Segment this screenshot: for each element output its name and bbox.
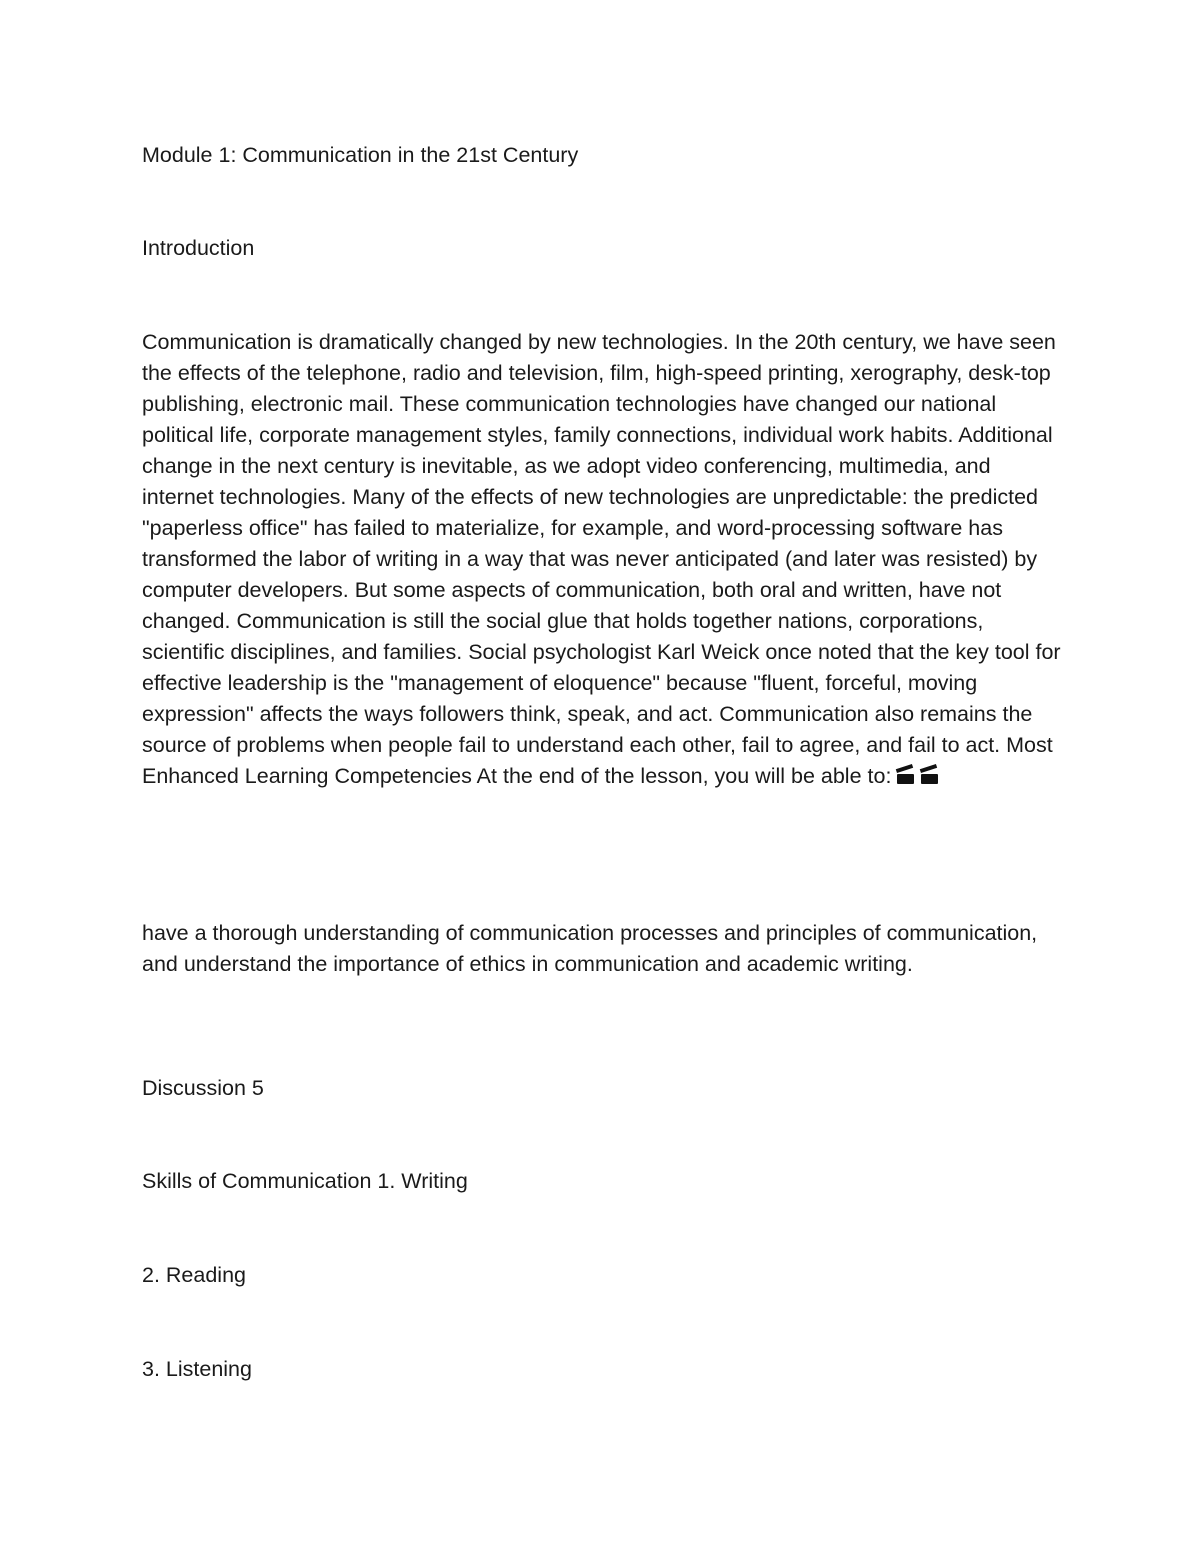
- skill-item-writing: Skills of Communication 1. Writing: [142, 1169, 468, 1193]
- module-title: Module 1: Communication in the 21st Century: [142, 143, 579, 167]
- introduction-paragraph: [142, 327, 1067, 792]
- clapperboard-icon: [897, 768, 915, 784]
- discussion-heading: Discussion 5: [142, 1076, 264, 1100]
- skill-item-listening: 3. Listening: [142, 1357, 252, 1381]
- introduction-text: Communication is dramatically changed by new technologies. In the 20th century, we have seen the effects of the telephone, radio and television, film, high-speed printing, xerography, desk-top publishing, electronic mail. These communication technologies have changed our national political life, corporate management styles, family connections, individual work habits. Additional change in the next century is inevitable, as we adopt video conferencing, multimedia, and internet technologies. Many of the effects of new technologies are unpredictable: the predicted "paperless office" has failed to materialize, for example, and word-processing software has transformed the labor of writing in a way that was never anticipated (and later was resisted) by computer developers. But some aspects of communication, both oral and written, have not changed. Communication is still the social glue that holds together nations, corporations, scientific disciplines, and families. Social psychologist Karl Weick once noted that the key tool for effective leadership is the "management of eloquence" because "fluent, forceful, moving expression" affects the ways followers think, speak, and act. Communication also remains the source of problems when people fail to understand each other, fail to agree, and fail to act. Most Enhanced Learning Competencies At the end of the lesson, you will be able to:: [142, 330, 1061, 788]
- clapperboard-icon: [921, 768, 939, 784]
- skill-item-reading: 2. Reading: [142, 1263, 246, 1287]
- introduction-heading: Introduction: [142, 236, 255, 260]
- learning-objective: have a thorough understanding of communication processes and principles of communication, and understand the importance of ethics in communication and academic writing.: [142, 921, 1038, 976]
